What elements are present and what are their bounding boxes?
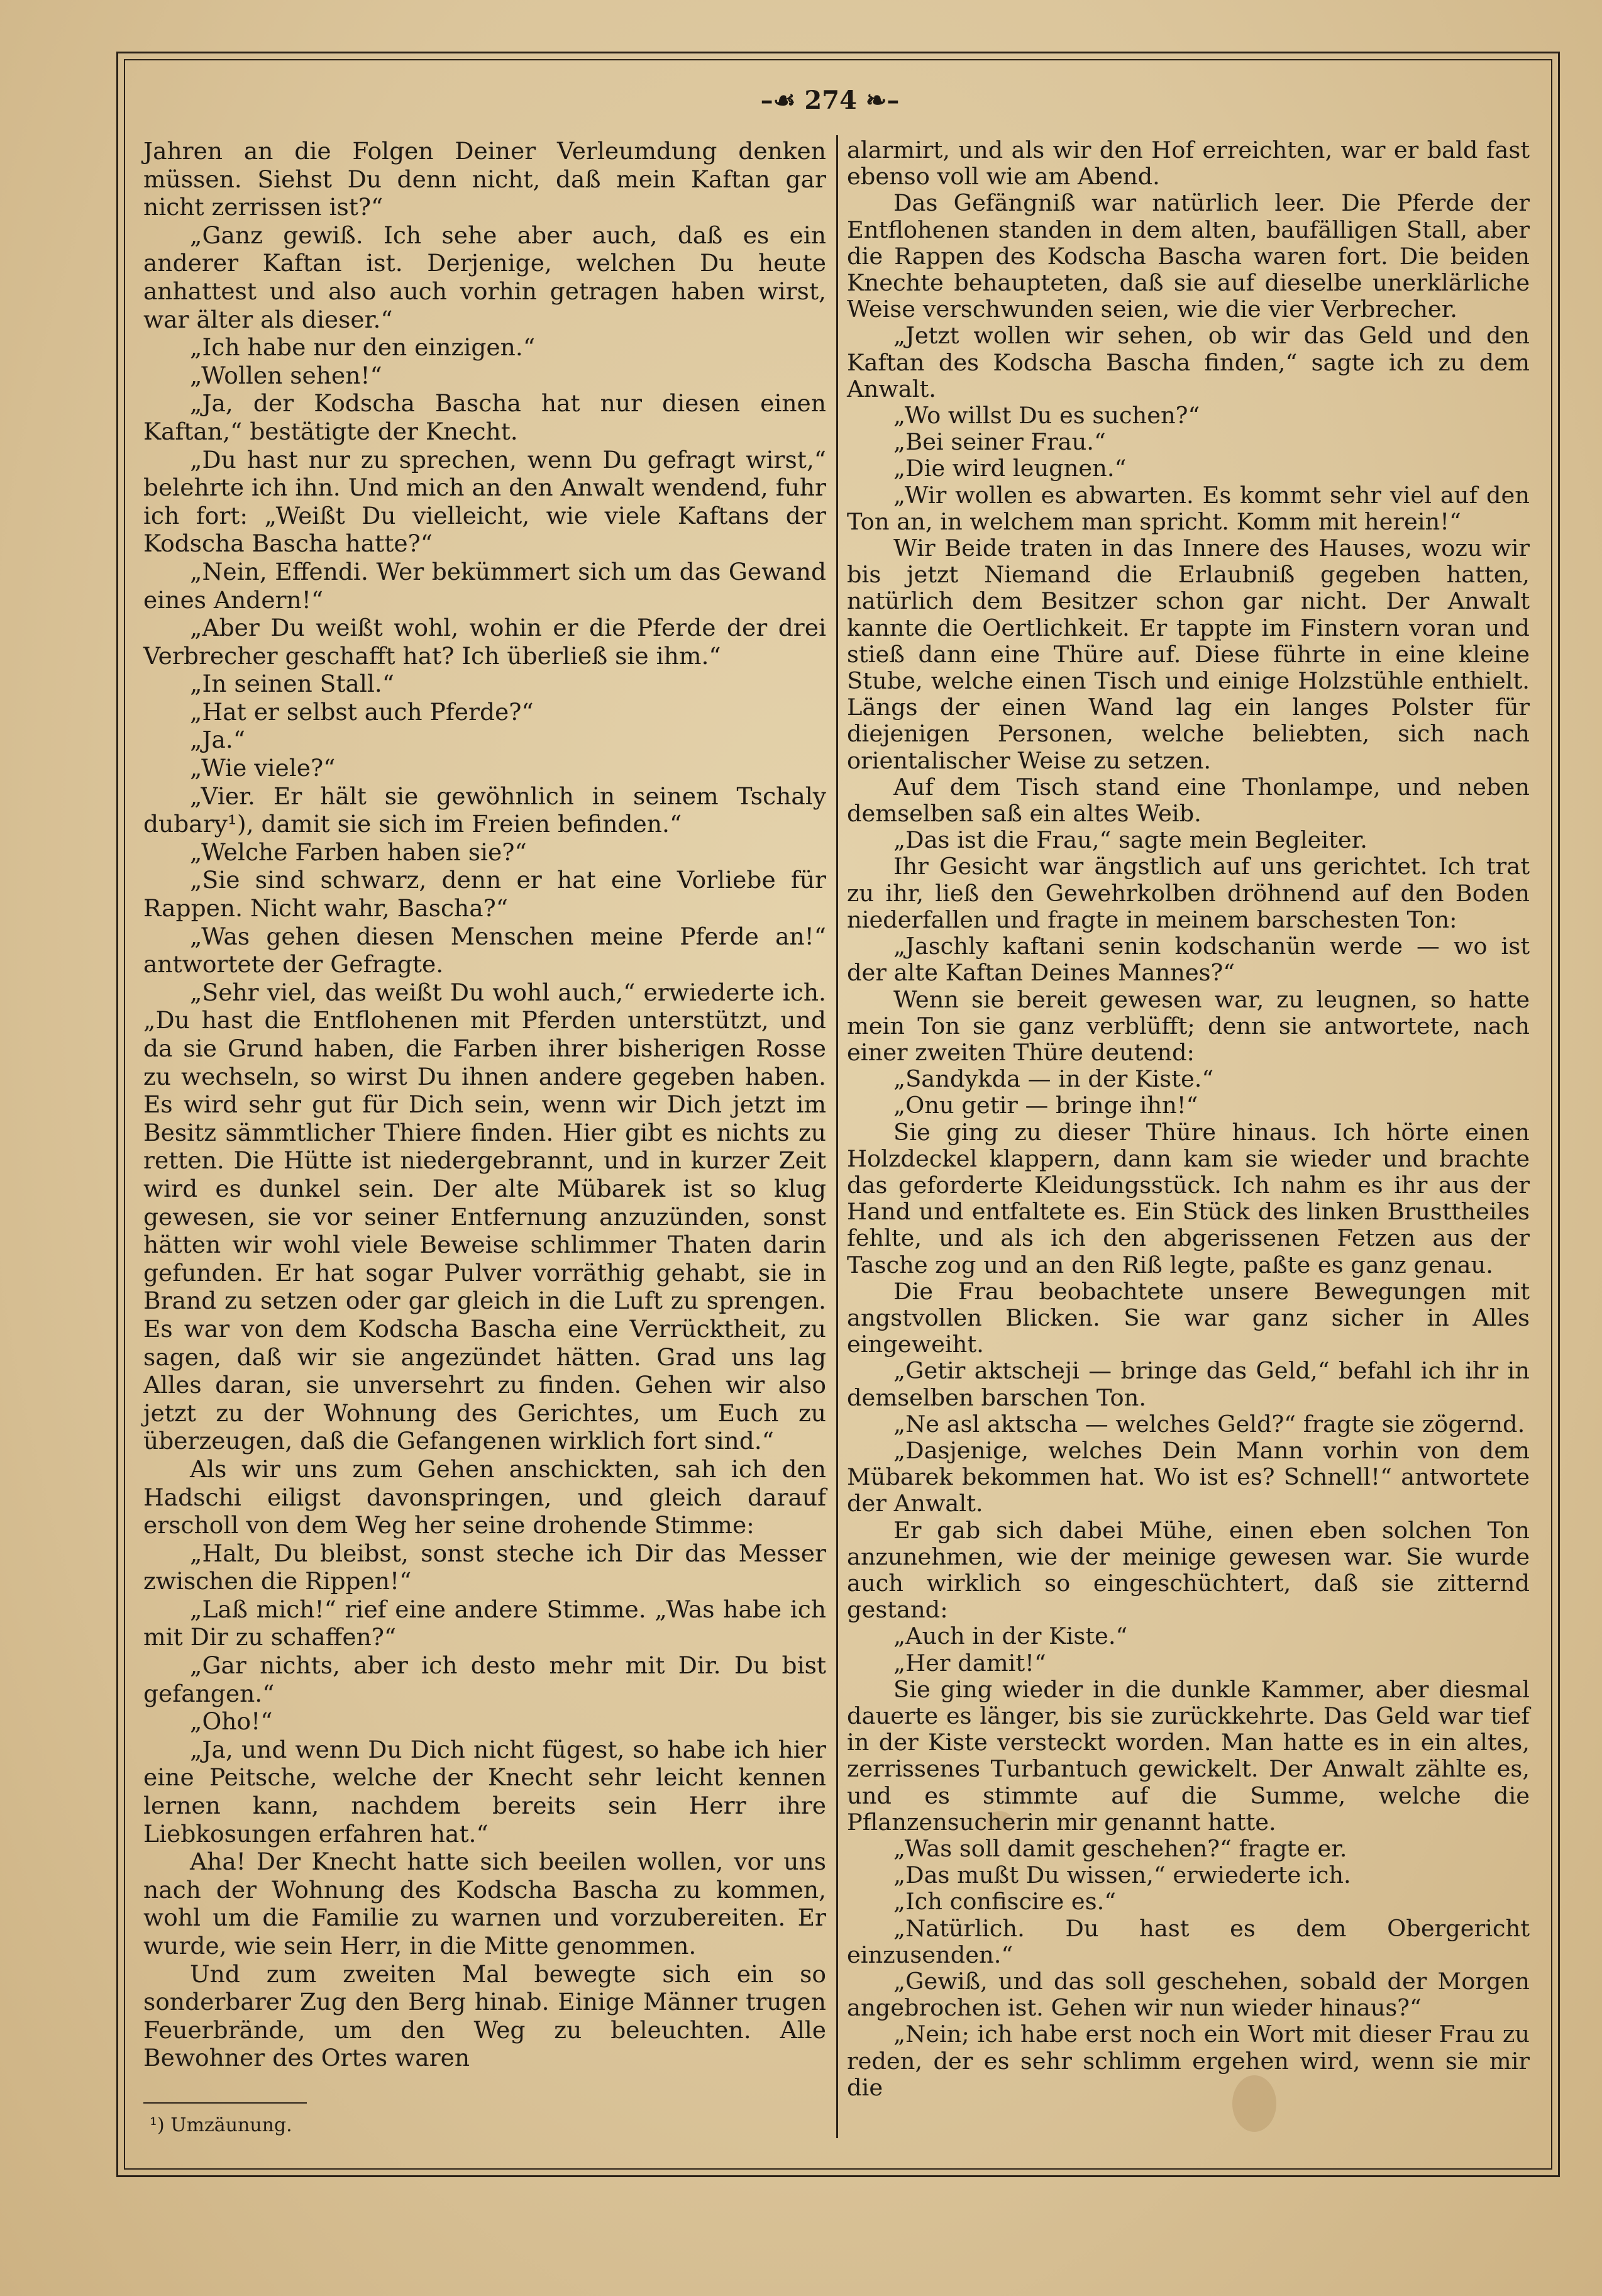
paragraph: Jahren an die Folgen Deiner Verleumdung denken müssen. Siehst Du denn nicht, daß mein Kaftan gar nicht zerrissen ist?“: [143, 137, 826, 221]
paragraph: Auf dem Tisch stand eine Thonlampe, und neben demselben saß ein altes Weib.: [847, 773, 1530, 828]
paragraph: Ihr Gesicht war ängstlich auf uns gerichtet. Ich trat zu ihr, ließ den Gewehrkolben dröhnend auf den Boden niederfallen und fragte in meinem barschesten Ton:: [847, 853, 1530, 933]
paragraph: „Gar nichts, aber ich desto mehr mit Dir. Du bist gefangen.“: [143, 1651, 826, 1707]
paragraph: „Vier. Er hält sie gewöhnlich in seinem Tschaly dubary¹), damit sie sich im Freien befinden.“: [143, 782, 826, 838]
paragraph: „Nein, Effendi. Wer bekümmert sich um das Gewand eines Andern!“: [143, 557, 826, 614]
left-column: [143, 137, 826, 2072]
paragraph: „Sie sind schwarz, denn er hat eine Vorliebe für Rappen. Nicht wahr, Bascha?“: [143, 866, 826, 923]
page-number: –☙ 274 ❧–: [760, 86, 900, 115]
paragraph: Die Frau beobachtete unsere Bewegungen mit angstvollen Blicken. Sie war ganz sicher in Alles eingeweiht.: [847, 1277, 1530, 1358]
footnote-rule: [143, 2102, 307, 2104]
paragraph: Wir Beide traten in das Innere des Hauses, wozu wir bis jetzt Niemand die Erlaubniß gegeben hatten, natürlich dem Besitzer schon gar nicht. Der Anwalt kannte die Oertlichkeit. Er tappte im Finstern voran und stieß dann eine Thüre auf. Diese führte in eine kleine Stube, welche einen Tisch und einige Holzstühle enthielt. Längs der einen Wand lag ein langes Polster für diejenigen Personen, welche beliebten, sich nach orientalischer Weise zu setzen.: [847, 535, 1530, 774]
paragraph: „Wir wollen es abwarten. Es kommt sehr viel auf den Ton an, in welchem man spricht. Komm mit herein!“: [847, 481, 1530, 535]
paragraph: „Gewiß, und das soll geschehen, sobald der Morgen angebrochen ist. Gehen wir nun wieder hinaus?“: [847, 1968, 1530, 2022]
paragraph: „Onu getir — bringe ihn!“: [893, 1092, 1198, 1119]
paragraph: „Her damit!“: [893, 1649, 1046, 1677]
paragraph: „Das mußt Du wissen,“ erwiederte ich.: [893, 1861, 1351, 1889]
paragraph: Als wir uns zum Gehen anschickten, sah ich den Hadschi eiligst davonspringen, und gleich darauf erscholl von dem Weg her seine drohende Stimme:: [143, 1455, 826, 1539]
paragraph: „Hat er selbst auch Pferde?“: [190, 697, 534, 726]
column-divider: [836, 135, 838, 2138]
paragraph: „Ganz gewiß. Ich sehe aber auch, daß es ein anderer Kaftan ist. Derjenige, welchen Du heute anhattest und also auch vorhin getragen haben wirst, war älter als dieser.“: [143, 221, 826, 333]
paragraph: „Das ist die Frau,“ sagte mein Begleiter.: [893, 826, 1367, 854]
paragraph: Sie ging zu dieser Thüre hinaus. Ich hörte einen Holzdeckel klappern, dann kam sie wieder und brachte das geforderte Kleidungsstück. Ich nahm es ihr aus der Hand und entfaltete es. Ein Stück des linken Brusttheiles fehlte, und als ich den abgerissenen Fetzen aus der Tasche zog und an den Riß legte, paßte es ganz genau.: [847, 1118, 1530, 1278]
paragraph: „Laß mich!“ rief eine andere Stimme. „Was habe ich mit Dir zu schaffen?“: [143, 1595, 826, 1651]
paragraph: „Was gehen diesen Menschen meine Pferde an!“ antwortete der Gefragte.: [143, 922, 826, 979]
paragraph: „Die wird leugnen.“: [893, 455, 1127, 482]
paragraph: „Ja, und wenn Du Dich nicht fügest, so habe ich hier eine Peitsche, welche der Knecht sehr leicht kennen lernen kann, nachdem bereits sein Herr ihre Liebkosungen erfahren hat.“: [143, 1735, 826, 1848]
paragraph: „In seinen Stall.“: [190, 670, 395, 698]
paragraph: Das Gefängniß war natürlich leer. Die Pferde der Entflohenen standen in dem alten, baufälligen Stall, aber die Rappen des Kodscha Bascha waren fort. Die beiden Knechte behaupteten, daß sie auf dieselbe unerklärliche Weise verschwunden seien, wie die vier Verbrecher.: [847, 189, 1530, 323]
paragraph: „Ich confiscire es.“: [893, 1888, 1117, 1916]
paragraph: „Du hast nur zu sprechen, wenn Du gefragt wirst,“ belehrte ich ihn. Und mich an den Anwalt wendend, fuhr ich fort: „Weißt Du vielleicht, wie viele Kaftans der Kodscha Bascha hatte?“: [143, 445, 826, 558]
paragraph: Und zum zweiten Mal bewegte sich ein so sonderbarer Zug den Berg hinab. Einige Männer trugen Feuerbrände, um den Weg zu beleuchten. Alle Bewohner des Ortes waren: [143, 1960, 826, 2072]
paragraph: „Bei seiner Frau.“: [893, 428, 1106, 456]
paragraph: „Jaschly kaftani senin kodschanün werde — wo ist der alte Kaftan Deines Mannes?“: [847, 933, 1530, 987]
paragraph: „Aber Du weißt wohl, wohin er die Pferde der drei Verbrecher geschafft hat? Ich überließ sie ihm.“: [143, 614, 826, 670]
paragraph: „Jetzt wollen wir sehen, ob wir das Geld und den Kaftan des Kodscha Bascha finden,“ sagte ich zu dem Anwalt.: [847, 322, 1530, 402]
paragraph: „Natürlich. Du hast es dem Obergericht einzusenden.“: [847, 1914, 1530, 1968]
paragraph: „Wie viele?“: [190, 754, 336, 782]
paragraph: „Ich habe nur den einzigen.“: [190, 333, 536, 362]
paragraph: „Wollen sehen!“: [190, 361, 382, 389]
paragraph: „Ja, der Kodscha Bascha hat nur diesen einen Kaftan,“ bestätigte der Knecht.: [143, 389, 826, 445]
paragraph: „Auch in der Kiste.“: [893, 1622, 1128, 1650]
paragraph: Sie ging wieder in die dunkle Kammer, aber diesmal dauerte es länger, bis sie zurückkehrte. Das Geld war tief in der Kiste versteckt worden. Man hatte es in ein altes, zerrissenes Turbantuch gewickelt. Der Anwalt zählte es, und es stimmte auf die Summe, welche die Pflanzensucherin mir genannt hatte.: [847, 1675, 1530, 1836]
paragraph: Wenn sie bereit gewesen war, zu leugnen, so hatte mein Ton sie ganz verblüfft; denn sie antwortete, nach einer zweiten Thüre deutend:: [847, 985, 1530, 1066]
paragraph: „Oho!“: [190, 1707, 273, 1736]
paragraph: „Welche Farben haben sie?“: [190, 838, 527, 866]
paragraph: „Dasjenige, welches Dein Mann vorhin von dem Mübarek bekommen hat. Wo ist es? Schnell!“ antwortete der Anwalt.: [847, 1436, 1530, 1517]
paragraph: alarmirt, und als wir den Hof erreichten, war er bald fast ebenso voll wie am Abend.: [847, 136, 1530, 191]
paragraph: „Ne asl aktscha — welches Geld?“ fragte sie zögernd.: [893, 1410, 1525, 1438]
paragraph: „Getir aktscheji — bringe das Geld,“ befahl ich ihr in demselben barschen Ton.: [847, 1357, 1530, 1411]
footnote: ¹) Umzäunung.: [150, 2114, 292, 2136]
paragraph: „Ja.“: [190, 726, 246, 754]
paragraph: „Nein; ich habe erst noch ein Wort mit dieser Frau zu reden, der es sehr schlimm ergehen wird, wenn sie mir die: [847, 2021, 1530, 2101]
right-column: [847, 137, 1530, 2101]
paragraph: „Halt, Du bleibst, sonst steche ich Dir das Messer zwischen die Rippen!“: [143, 1539, 826, 1595]
paragraph: „Was soll damit geschehen?“ fragte er.: [893, 1835, 1347, 1862]
paragraph: Er gab sich dabei Mühe, einen eben solchen Ton anzunehmen, wie der meinige gewesen war. Sie wurde auch wirklich so eingeschüchtert, daß sie zitternd gestand:: [847, 1516, 1530, 1624]
paragraph: „Wo willst Du es suchen?“: [893, 402, 1200, 430]
paragraph: „Sehr viel, das weißt Du wohl auch,“ erwiederte ich. „Du hast die Entflohenen mit Pferden unterstützt, und da sie Grund haben, die Farben ihrer bisherigen Rosse zu wechseln, so wirst Du ihnen andere gegeben haben. Es wird sehr gut für Dich sein, wenn wir Dich jetzt im Besitz sämmtlicher Thiere finden. Hier gibt es nichts zu retten. Die Hütte ist niedergebrannt, und in kurzer Zeit wird es dunkel sein. Der alte Mübarek ist so klug gewesen, sie vor seiner Entfernung anzuzünden, sonst hätten wir wohl viele Beweise schlimmer Thaten darin gefunden. Er hat sogar Pulver vorräthig gehabt, sie in Brand zu setzen oder gar gleich in die Luft zu sprengen. Es war von dem Kodscha Bascha eine Verrücktheit, zu sagen, daß wir sie angezündet hätten. Grad uns lag Alles daran, sie unversehrt zu finden. Gehen wir also jetzt zu der Wohnung des Gerichtes, um Euch zu überzeugen, daß die Gefangenen wirklich fort sind.“: [143, 978, 826, 1455]
paragraph: „Sandykda — in der Kiste.“: [893, 1065, 1214, 1093]
paragraph: Aha! Der Knecht hatte sich beeilen wollen, vor uns nach der Wohnung des Kodscha Bascha zu kommen, wohl um die Familie zu warnen und vorzubereiten. Er wurde, wie sein Herr, in die Mitte genommen.: [143, 1848, 826, 1960]
